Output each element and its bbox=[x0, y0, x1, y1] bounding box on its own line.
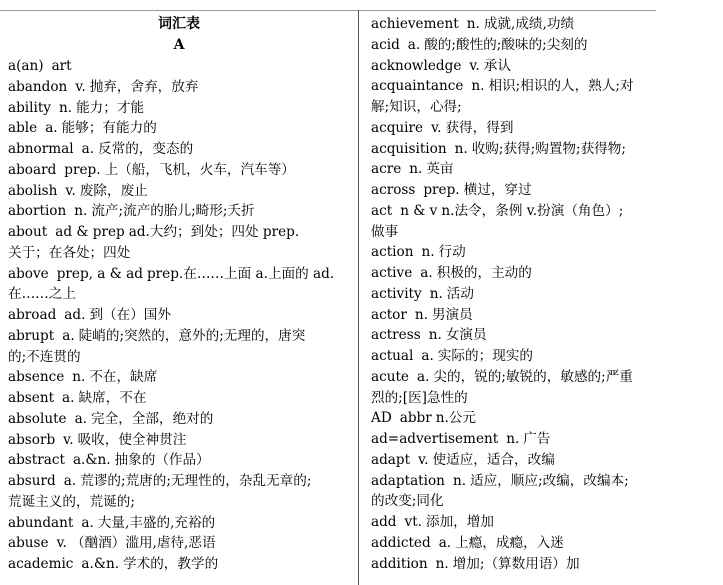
entry-word: actress bbox=[371, 327, 421, 344]
entry-pos: a. bbox=[74, 410, 88, 427]
entry-definition: 获得，得到 bbox=[445, 119, 514, 136]
entry-definition: 积极的，主动的 bbox=[436, 265, 532, 281]
entry-word: active bbox=[371, 265, 413, 281]
vocab-entry bbox=[8, 492, 350, 513]
vocab-entry bbox=[8, 118, 350, 139]
entry-word: abuse bbox=[8, 535, 49, 552]
entry-definition: 的;不连贯的 bbox=[8, 348, 81, 365]
entry-pos: n. bbox=[414, 306, 428, 323]
vocab-entry bbox=[371, 56, 657, 77]
vocab-entry bbox=[8, 471, 350, 492]
entry-pos: a. bbox=[62, 390, 75, 406]
entry-definition: prep.在……上面 a.上面的 ad. bbox=[146, 265, 335, 282]
entry-definition: 抛弃，舍弃，放弃 bbox=[89, 78, 199, 95]
vocab-entry bbox=[371, 242, 657, 263]
vocab-entry bbox=[8, 533, 350, 554]
vocab-entry bbox=[371, 533, 657, 554]
entry-word: activity bbox=[371, 285, 422, 302]
vocab-entry bbox=[8, 388, 350, 409]
entry-definition: 女演员 bbox=[445, 327, 487, 344]
entry-definition: 添加，增加 bbox=[425, 514, 494, 530]
vocab-entry bbox=[8, 56, 350, 77]
entry-definition: 缺席，不在 bbox=[78, 390, 147, 406]
vocab-entry bbox=[8, 264, 350, 285]
page-title: 词汇表 bbox=[158, 16, 200, 32]
entry-definition: 解;知识，心得; bbox=[371, 99, 462, 115]
vocab-entry bbox=[8, 181, 350, 202]
entry-pos: art bbox=[51, 58, 72, 74]
vocab-entry bbox=[371, 201, 657, 222]
vocab-entry bbox=[371, 305, 657, 326]
entry-pos: n. bbox=[74, 203, 88, 220]
vocab-entry bbox=[8, 367, 350, 388]
vocab-entry bbox=[8, 222, 350, 243]
entry-pos: a. bbox=[62, 327, 75, 344]
entry-word: abandon bbox=[8, 78, 68, 95]
vocab-entry bbox=[371, 76, 657, 97]
entry-definition: 能够；有能力的 bbox=[61, 120, 157, 137]
vocab-entry bbox=[8, 77, 350, 98]
vocab-entry bbox=[8, 326, 350, 347]
vocab-entry bbox=[8, 554, 350, 575]
entry-definition: 活动 bbox=[446, 285, 474, 302]
entry-pos: v. bbox=[418, 451, 429, 468]
left-entry-list bbox=[8, 56, 350, 575]
vocab-entry bbox=[371, 471, 657, 492]
vocab-entry bbox=[371, 346, 657, 367]
entry-word: addition bbox=[371, 555, 428, 572]
vocab-entry bbox=[371, 263, 657, 284]
entry-word: abrupt bbox=[8, 327, 55, 344]
entry-definition: 使适应，适合，改编 bbox=[432, 451, 555, 468]
entry-pos: abbr bbox=[399, 410, 432, 427]
entry-word: abnormal bbox=[8, 141, 74, 157]
entry-word: add bbox=[371, 514, 397, 530]
entry-word: absolute bbox=[8, 410, 67, 427]
vocab-entry bbox=[8, 160, 350, 181]
entry-word: ability bbox=[8, 99, 51, 116]
entry-definition: 完全，全部，绝对的 bbox=[91, 410, 214, 427]
entry-definition: 大量,丰盛的,充裕的 bbox=[97, 514, 216, 531]
entry-definition: 烈的;[医]急性的 bbox=[371, 389, 468, 406]
entry-pos: n. bbox=[471, 78, 485, 95]
entry-word: absence bbox=[8, 369, 65, 386]
vocab-entry bbox=[8, 201, 350, 222]
entry-definition: 行动 bbox=[438, 244, 466, 261]
entry-word: able bbox=[8, 120, 38, 137]
entry-definition: 吸收，使全神贯注 bbox=[77, 431, 187, 448]
entry-definition: 废除，废止 bbox=[79, 182, 148, 199]
vocab-entry bbox=[371, 388, 657, 409]
entry-pos: a. bbox=[416, 368, 430, 385]
entry-definition: 到（在）国外 bbox=[89, 307, 171, 323]
entry-word: actual bbox=[371, 348, 414, 364]
vocab-entry bbox=[8, 284, 350, 305]
vocab-entry bbox=[371, 222, 657, 243]
entry-definition: 学术的，教学的 bbox=[123, 556, 219, 572]
entry-pos: v. bbox=[431, 119, 442, 136]
entry-definition: 相识;相识的人，熟人;对 bbox=[488, 78, 634, 95]
entry-definition: 的改变;同化 bbox=[371, 493, 444, 510]
vocab-entry bbox=[371, 367, 657, 388]
section-letter: A bbox=[173, 37, 185, 53]
entry-definition: 实际的；现实的 bbox=[437, 348, 533, 364]
entry-pos: v. bbox=[63, 431, 74, 448]
entry-word: a(an) bbox=[8, 58, 44, 74]
entry-definition: 横过，穿过 bbox=[463, 182, 532, 198]
entry-word: act bbox=[371, 202, 393, 219]
entry-definition: 收购;获得;购置物;获得物; bbox=[471, 140, 626, 157]
entry-pos: a. bbox=[421, 348, 434, 364]
vocab-entry bbox=[8, 430, 350, 451]
entry-word: about bbox=[8, 224, 48, 240]
entry-definition: 增加;（算数用语）加 bbox=[452, 555, 580, 572]
entry-word: achievement bbox=[371, 16, 459, 32]
left-column bbox=[8, 0, 350, 575]
entry-pos: prep, a & ad bbox=[56, 265, 143, 282]
vocab-entry bbox=[8, 513, 350, 534]
entry-word: actor bbox=[371, 306, 407, 323]
entry-pos: n. bbox=[435, 555, 449, 572]
entry-pos: n. bbox=[72, 369, 86, 386]
entry-word: abundant bbox=[8, 514, 74, 531]
vocab-entry bbox=[371, 35, 657, 56]
entry-definition: 能力；才能 bbox=[76, 99, 145, 116]
vocab-entry bbox=[371, 118, 657, 139]
vocab-entry bbox=[371, 408, 657, 429]
entry-word: academic bbox=[8, 556, 74, 572]
entry-pos: v. bbox=[56, 535, 67, 552]
entry-pos: n. bbox=[429, 285, 443, 302]
entry-pos: n. bbox=[421, 244, 435, 261]
entry-word: abstract bbox=[8, 452, 65, 469]
entry-definition: 上（船，飞机，火车，汽车等） bbox=[104, 161, 295, 178]
entry-pos: a. bbox=[407, 36, 421, 53]
entry-pos: prep. bbox=[64, 161, 101, 178]
entry-word: acquire bbox=[371, 119, 424, 136]
vocab-entry bbox=[8, 243, 350, 264]
column-divider bbox=[358, 10, 359, 585]
entry-definition: 抽象的（作品） bbox=[114, 452, 210, 469]
vocab-entry bbox=[8, 450, 350, 471]
entry-definition: 男演员 bbox=[431, 306, 473, 323]
entry-word: acknowledge bbox=[371, 57, 462, 74]
entry-pos: n & v bbox=[400, 202, 438, 219]
entry-word: acre bbox=[371, 161, 402, 178]
entry-definition: ad.大约；到处；四处 prep. bbox=[128, 224, 300, 240]
entry-word: abroad bbox=[8, 307, 57, 323]
entry-definition: 不在，缺席 bbox=[89, 369, 158, 386]
vocab-entry bbox=[8, 305, 350, 326]
entry-word: adapt bbox=[371, 451, 411, 468]
entry-pos: a. bbox=[420, 265, 433, 281]
entry-pos: a. bbox=[45, 120, 58, 137]
entry-definition: （酗酒）滥用,虐待,恶语 bbox=[70, 535, 216, 552]
entry-pos: n. bbox=[454, 140, 468, 157]
entry-word: ad=advertisement bbox=[371, 431, 499, 447]
entry-word: absent bbox=[8, 390, 55, 406]
right-entry-list bbox=[371, 14, 657, 574]
vocab-entry bbox=[371, 139, 657, 160]
vocab-entry bbox=[8, 347, 350, 368]
vocab-entry bbox=[371, 14, 657, 35]
entry-pos: v. bbox=[469, 57, 480, 74]
vocab-entry bbox=[371, 325, 657, 346]
entry-definition: n.法令，条例 v.扮演（角色）; bbox=[441, 202, 624, 219]
entry-word: absorb bbox=[8, 431, 56, 448]
entry-word: action bbox=[371, 244, 414, 261]
entry-word: AD bbox=[371, 410, 392, 427]
entry-pos: n. bbox=[409, 161, 423, 178]
entry-definition: 成就,成绩,功绩 bbox=[483, 16, 575, 32]
entry-definition: 荒谬的;荒唐的;无理性的，杂乱无章的; bbox=[80, 473, 312, 489]
entry-pos: n. bbox=[452, 472, 467, 489]
entry-definition: 关于；在各处；四处 bbox=[8, 244, 131, 261]
entry-word: absurd bbox=[8, 473, 56, 489]
entry-pos: prep. bbox=[423, 182, 460, 198]
vocab-entry bbox=[371, 491, 657, 512]
entry-definition: 上瘾，成瘾，入迷 bbox=[455, 534, 564, 551]
entry-definition: 陡峭的;突然的，意外的;无理的，唐突 bbox=[78, 327, 306, 344]
entry-definition: 反常的，变态的 bbox=[98, 141, 194, 157]
vocab-entry bbox=[371, 284, 657, 305]
entry-word: addicted bbox=[371, 534, 431, 551]
entry-word: above bbox=[8, 265, 49, 282]
entry-pos: v. bbox=[65, 182, 76, 199]
entry-word: adaptation bbox=[371, 472, 445, 489]
vocab-entry bbox=[371, 97, 657, 118]
vocab-entry bbox=[371, 554, 657, 575]
right-column bbox=[371, 0, 657, 574]
entry-pos: n. bbox=[59, 99, 73, 116]
vocab-entry bbox=[8, 98, 350, 119]
entry-word: acute bbox=[371, 368, 409, 385]
entry-definition: 广告 bbox=[523, 431, 551, 447]
entry-definition: 承认 bbox=[483, 57, 511, 74]
entry-pos: vt. bbox=[404, 514, 422, 530]
entry-word: abortion bbox=[8, 203, 67, 220]
entry-word: across bbox=[371, 182, 416, 198]
entry-definition: 在……之上 bbox=[8, 286, 76, 303]
entry-definition: 适应，顺应;改编，改编本; bbox=[470, 472, 629, 489]
entry-pos: n. bbox=[466, 16, 480, 32]
entry-pos: n. bbox=[506, 431, 520, 447]
entry-definition: 做事 bbox=[371, 223, 399, 240]
entry-definition: n.公元 bbox=[435, 410, 476, 427]
entry-pos: a. bbox=[63, 473, 77, 489]
entry-pos: ad. bbox=[64, 307, 86, 323]
vocab-entry bbox=[371, 159, 657, 180]
entry-word: acquaintance bbox=[371, 78, 464, 95]
entry-definition: 流产;流产的胎儿;畸形;夭折 bbox=[91, 203, 255, 220]
entry-pos: a. bbox=[81, 514, 94, 531]
entry-definition: 英亩 bbox=[426, 161, 454, 178]
entry-pos: a.&n. bbox=[72, 452, 111, 469]
entry-pos: a.&n. bbox=[81, 556, 120, 572]
vocab-entry bbox=[371, 512, 657, 533]
vocab-entry bbox=[371, 429, 657, 450]
vocab-entry bbox=[371, 180, 657, 201]
vocab-entry bbox=[8, 409, 350, 430]
entry-pos: a. bbox=[81, 141, 95, 157]
entry-pos: a. bbox=[438, 534, 452, 551]
entry-pos: n. bbox=[428, 327, 442, 344]
entry-pos: ad & prep bbox=[55, 224, 125, 240]
vocab-entry bbox=[371, 450, 657, 471]
vocab-entry bbox=[8, 139, 350, 160]
entry-word: aboard bbox=[8, 161, 57, 178]
entry-word: acquisition bbox=[371, 140, 447, 157]
entry-word: abolish bbox=[8, 182, 58, 199]
entry-pos: v. bbox=[75, 78, 86, 95]
entry-word: acid bbox=[371, 36, 400, 53]
entry-definition: 荒诞主义的，荒诞的; bbox=[8, 493, 135, 510]
entry-definition: 酸的;酸性的;酸味的;尖刻的 bbox=[424, 36, 588, 53]
entry-definition: 尖的，锐的;敏锐的，敏感的;严重 bbox=[433, 368, 633, 385]
